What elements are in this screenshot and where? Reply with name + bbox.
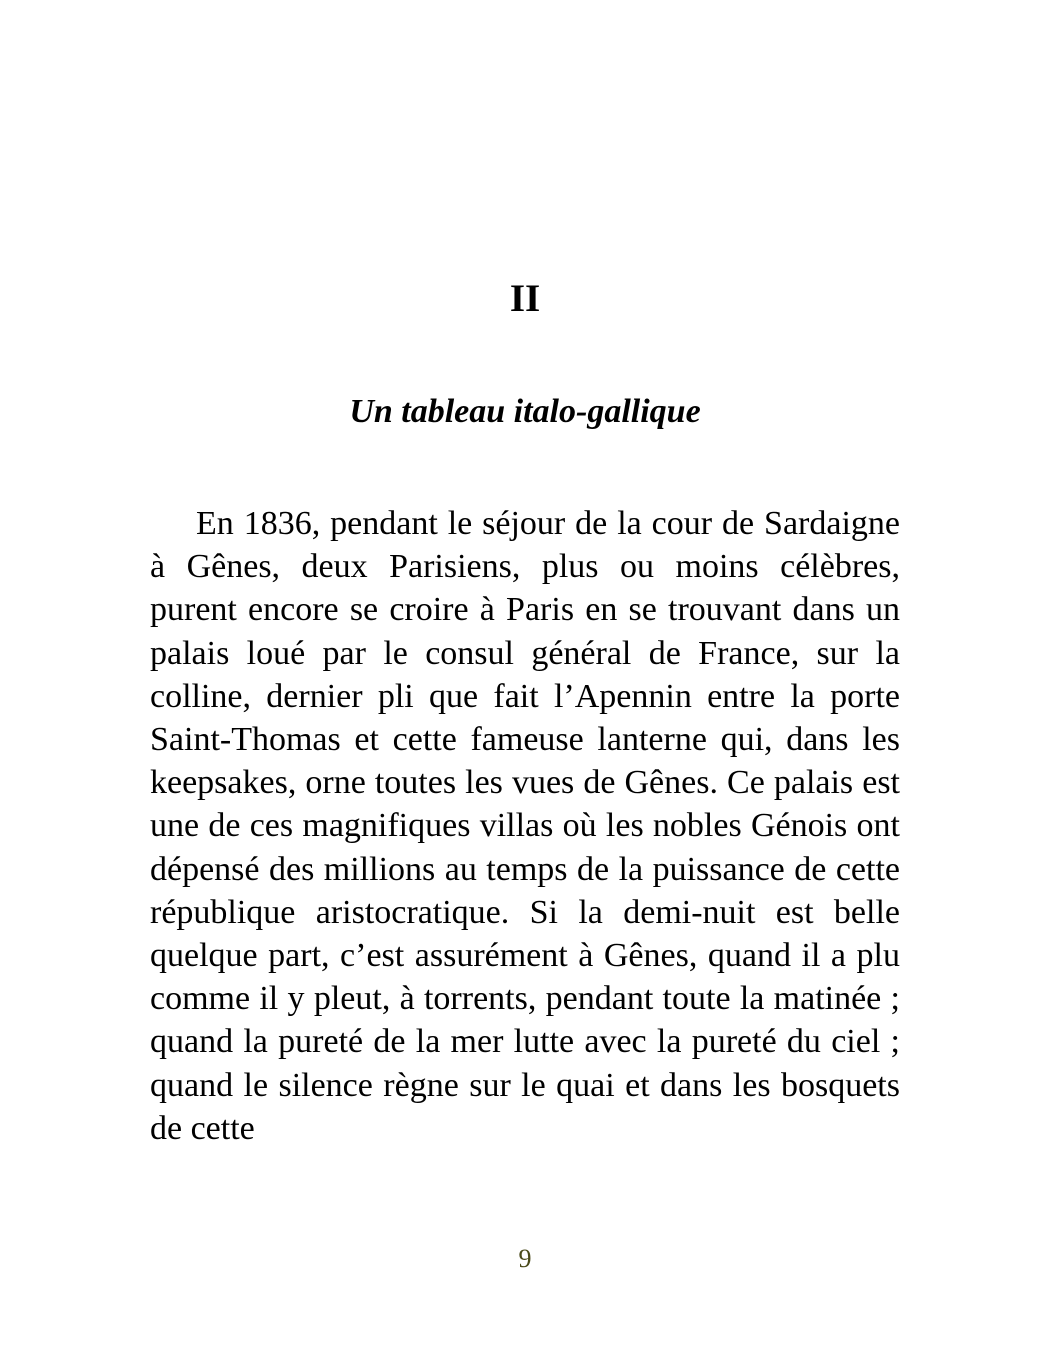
body-paragraph: En 1836, pendant le séjour de la cour de Sardaigne à Gênes, deux Parisiens, plus ou moins célèbres, purent encore se croire à Paris en se trouvant dans un palais loué par le consul général de France, sur la colline, dernier pli que fait l’Apennin entre la porte Saint-Thomas et cette fameuse lanterne qui, dans les keepsakes, orne toutes les vues de Gênes. Ce palais est une de ces magnifiques villas où les nobles Génois ont dépensé des millions au temps de la puissance de cette république aristocratique. Si la demi-nuit est belle quelque part, c’est assurément à Gênes, quand il a plu comme il y pleut, à torrents, pendant toute la matinée ; quand la pureté de la mer lutte avec la pureté du ciel ; quand le silence règne sur le quai et dans les bosquets de cette bbox=[150, 505, 900, 1147]
chapter-number: II bbox=[509, 277, 541, 320]
page-number: 9 bbox=[518, 1244, 532, 1273]
chapter-title: Un tableau italo-gallique bbox=[349, 393, 701, 430]
